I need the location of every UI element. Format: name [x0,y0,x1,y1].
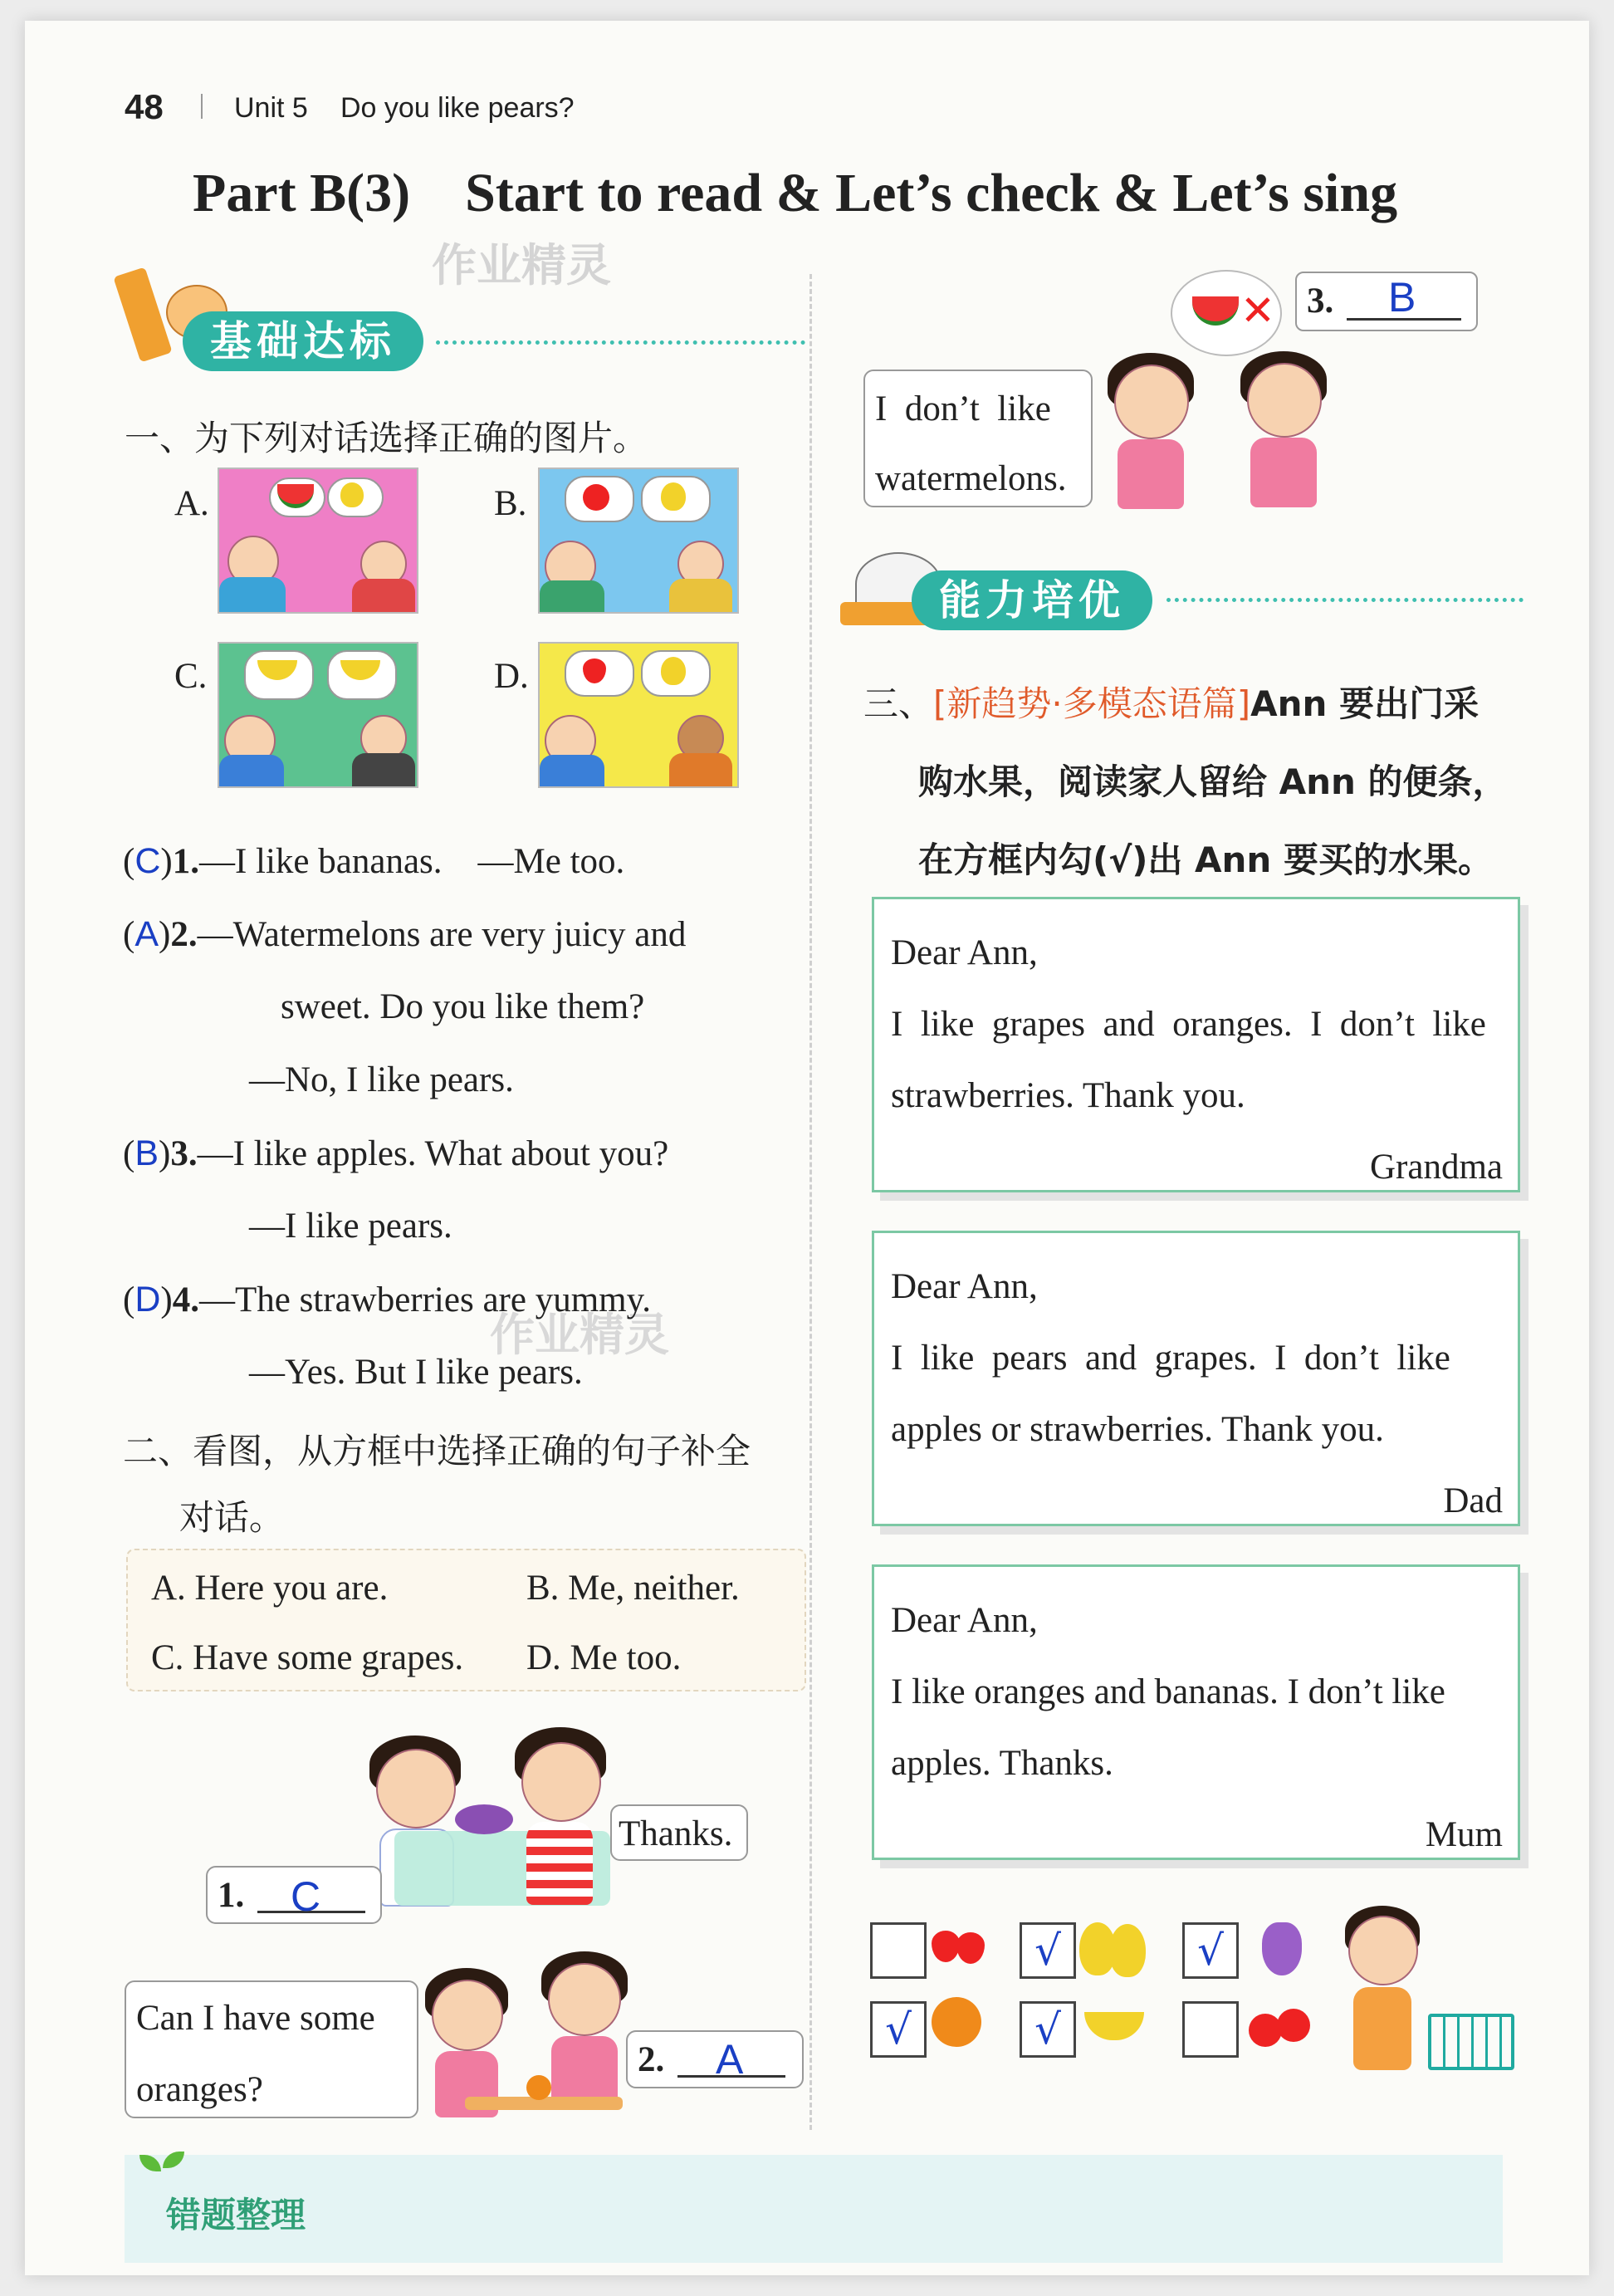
note-line: I like pears and grapes. I don’t like [891,1339,1450,1378]
note-signature: Dad [1443,1481,1503,1520]
picture-c [218,642,418,788]
picture-label-b: B. [494,484,527,523]
question-2: (A)2.—Watermelons are very juicy and [123,914,687,954]
pear-icon [661,482,686,511]
part2-instruction: 二、看图，从方框中选择正确的句子补全 [123,1431,751,1471]
checkbox-oranges[interactable]: √ [870,2001,927,2058]
error-notes-label: 错题整理 [166,2195,306,2235]
worksheet-page [25,21,1589,2275]
pear-icon [340,482,364,507]
trend-tag: [新趋势·多模态语篇] [933,683,1251,724]
answer-bubble-1 [206,1866,382,1924]
answer-bubble-3 [1295,272,1478,331]
watermark: 作业精灵 [432,239,611,291]
item-1-number: 1. [218,1876,245,1915]
answer-2: A [134,914,159,954]
item-1-answer[interactable]: C [291,1873,321,1920]
item-3-number: 3. [1307,281,1334,321]
item-2-answer[interactable]: A [716,2036,744,2083]
question-4-line2: —Yes. But I like pears. [249,1353,583,1392]
watermelons-line1: I don’t like [875,389,1051,428]
grapes-icon [1262,1922,1302,1975]
note-signature: Grandma [1370,1148,1503,1187]
apple-icon [583,484,609,511]
part2-instruction-line2: 对话。 [179,1497,285,1538]
answer-3: B [134,1133,159,1173]
option-c: C. Have some grapes. [151,1638,464,1677]
picture-b [538,468,739,614]
page-number: 48 [125,87,164,126]
note-mum [872,1564,1520,1860]
picture-label-c: C. [174,657,208,696]
grapes-icon [455,1804,513,1834]
page-title: Part B(3) Start to read & Let’s check & Let’s sing [193,163,1398,223]
pear-icon [661,657,686,685]
unit-label: Unit 5 [234,92,308,124]
error-notes-area [125,2155,1503,2263]
ann-with-cart [1337,1906,1519,2105]
strawberry-icon [932,1931,960,1962]
thanks-bubble [610,1804,748,1861]
note-greeting: Dear Ann, [891,933,1038,972]
unit-title: Do you like pears? [340,92,575,124]
note-signature: Mum [1425,1815,1503,1854]
pencil-icon [113,267,172,362]
note-dad [872,1231,1520,1526]
note-line: apples. Thanks. [891,1744,1113,1783]
question-2-line3: —No, I like pears. [249,1060,514,1099]
option-b: B. Me, neither. [526,1569,740,1608]
item-2-number: 2. [638,2040,665,2079]
section-badge-basic: 基础达标 [183,311,423,371]
checkbox-grapes[interactable]: √ [1182,1922,1239,1979]
question-1: (C)1.—I like bananas. —Me too. [123,841,625,881]
oranges-line2: oranges? [136,2070,263,2109]
header-divider [201,94,203,119]
part3-instruction-line3: 在方框内勾(√)出 Ann 要买的水果。 [918,840,1493,880]
oranges-line1: Can I have some [136,1999,375,2038]
orange-icon [932,1997,981,2047]
note-line: apples or strawberries. Thank you. [891,1410,1384,1449]
watermelons-line2: watermelons. [875,459,1067,498]
watermelons-bubble [863,370,1093,507]
checkbox-bananas[interactable]: √ [1020,2001,1076,2058]
thought-bubble [1171,270,1282,356]
strawberry-icon [956,1932,985,1964]
pear-icon [1109,1924,1146,1977]
apple-icon [1277,2009,1310,2042]
picture-label-d: D. [494,657,529,696]
picture-a [218,468,418,614]
question-2-line2: sweet. Do you like them? [281,987,645,1026]
option-a: A. Here you are. [151,1569,389,1608]
note-line: I like oranges and bananas. I don’t like [891,1672,1445,1711]
part1-instruction: 一、为下列对话选择正确的图片。 [125,418,648,458]
picture-d [538,642,739,788]
dotted-rule [1166,598,1524,602]
scene-girl-4 [1104,353,1212,519]
answer-bubble-2 [626,2030,804,2088]
dotted-rule [436,340,805,345]
question-3-line2: —I like pears. [249,1207,452,1246]
options-box [126,1549,806,1691]
part3-instruction-line2: 购水果，阅读家人留给 Ann 的便条， [918,761,1508,802]
note-line: I like grapes and oranges. I don’t like [891,1005,1486,1044]
checkbox-strawberries[interactable] [870,1922,927,1979]
watermelon-icon [1192,296,1239,326]
note-line: strawberries. Thank you. [891,1076,1245,1115]
item-3-answer[interactable]: B [1388,274,1416,321]
section-badge-advanced: 能力培优 [912,570,1152,630]
cross-icon: ✕ [1240,286,1275,335]
note-greeting: Dear Ann, [891,1601,1038,1640]
answer-4: D [134,1280,161,1319]
banana-icon [1084,2012,1144,2040]
picture-label-a: A. [174,484,209,523]
note-grandma [872,897,1520,1192]
thanks-text: Thanks. [619,1814,733,1853]
part3-instruction: 三、[新趋势·多模态语篇]Ann 要出门采 [863,683,1480,724]
question-3: (B)3.—I like apples. What about you? [123,1133,669,1173]
checkbox-pears[interactable]: √ [1020,1922,1076,1979]
scene-girl-5 [1237,351,1345,517]
note-greeting: Dear Ann, [891,1267,1038,1306]
watermark: 作业精灵 [490,1309,669,1361]
answer-1: C [134,841,161,881]
orange-icon [526,2075,551,2100]
checkbox-apples[interactable] [1182,2001,1239,2058]
question-4: (D)4.—The strawberries are yummy. [123,1280,652,1319]
shopping-cart-icon [1428,2014,1514,2070]
oranges-bubble [125,1980,418,2118]
column-divider [809,274,812,2130]
option-d: D. Me too. [526,1638,682,1677]
